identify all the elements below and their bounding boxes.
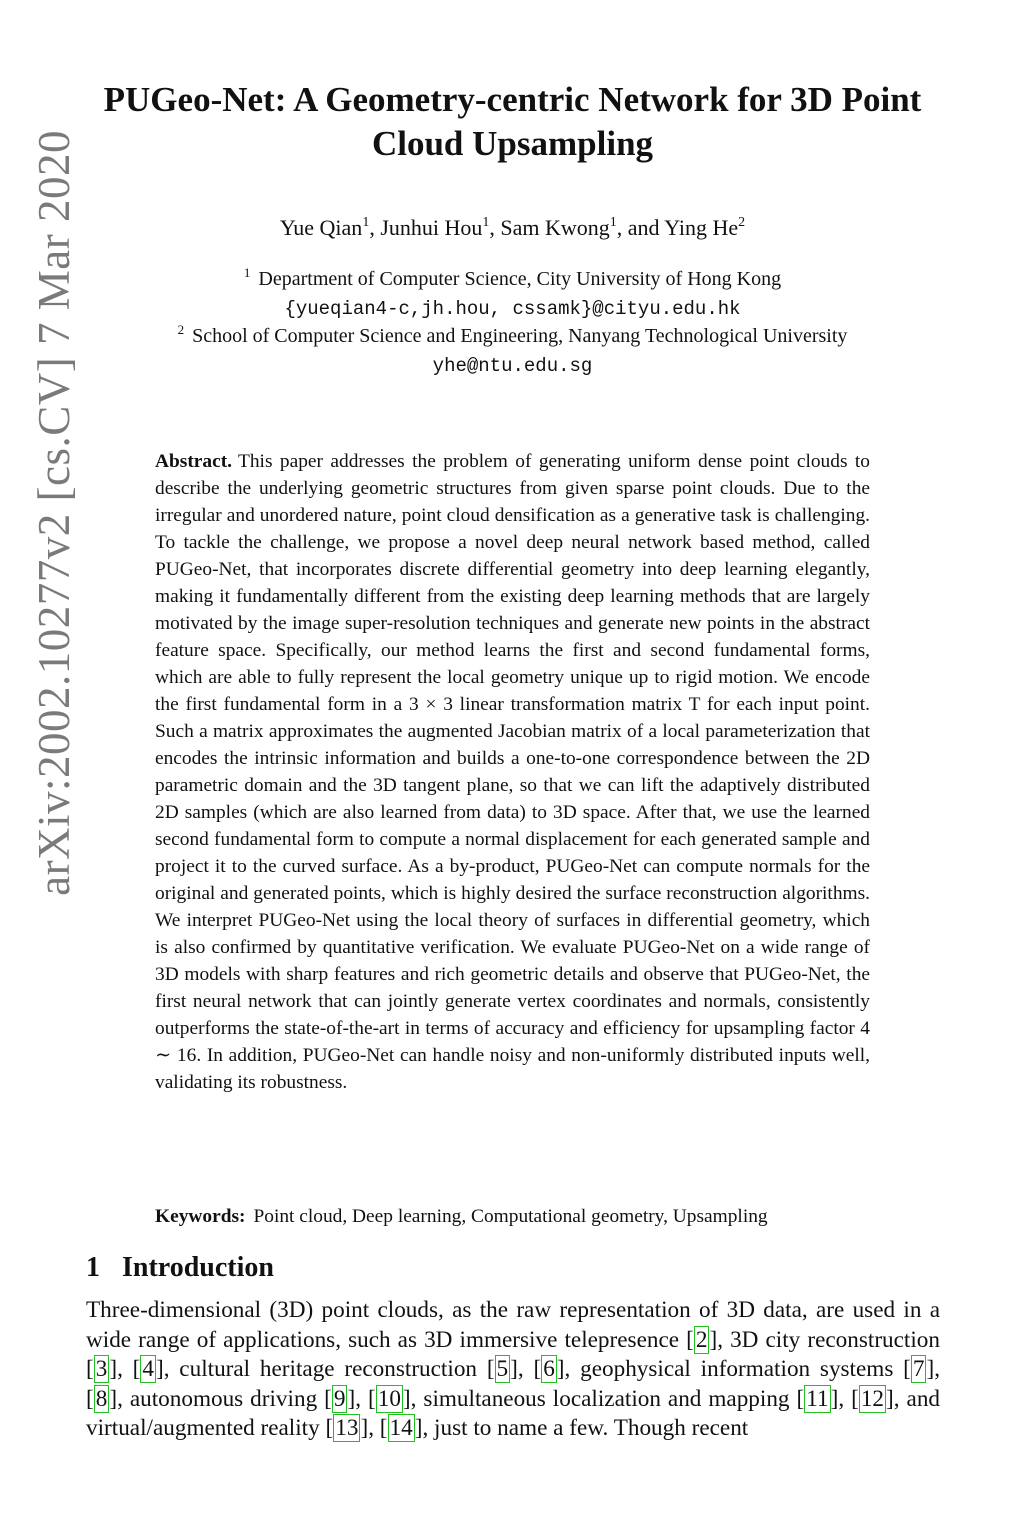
author-affiliation-mark: 1	[482, 215, 490, 230]
author-name: Junhui Hou	[380, 215, 483, 240]
author-affiliation-mark: 2	[738, 215, 746, 230]
section-number: 1	[86, 1252, 100, 1283]
keywords-text: Point cloud, Deep learning, Computational geometry, Upsampling	[253, 1206, 768, 1227]
intro-text: , 3D city reconstruction	[717, 1326, 940, 1353]
affiliation-2	[90, 322, 935, 348]
section-heading-introduction	[86, 1252, 274, 1284]
citation-link-11[interactable]: 11	[806, 1385, 829, 1412]
intro-text: ,	[838, 1385, 852, 1412]
section-title: Introduction	[122, 1252, 274, 1283]
intro-text: ,	[117, 1356, 133, 1382]
author-name: Ying He	[664, 215, 739, 240]
citation-link-14[interactable]: 14	[389, 1415, 413, 1441]
author-name: Yue Qian	[279, 215, 363, 240]
author-separator: ,	[489, 215, 501, 240]
citation-link-10[interactable]: 10	[377, 1385, 401, 1412]
keywords	[155, 1206, 870, 1228]
citation-link-13[interactable]: 13	[335, 1415, 359, 1441]
author-list	[90, 215, 935, 241]
citation-link-6[interactable]: 6	[543, 1356, 555, 1382]
intro-text: ,	[368, 1415, 380, 1441]
citation-link-9[interactable]: 9	[333, 1385, 346, 1412]
intro-text: , simultaneous localization and mapping	[410, 1385, 797, 1412]
citation-link-7[interactable]: 7	[912, 1356, 925, 1382]
intro-text: ,	[934, 1356, 941, 1382]
affiliation-1-email: {yueqian4-c,jh.hou, cssamk}@cityu.edu.hk	[284, 298, 741, 320]
affiliation-2-email: yhe@ntu.edu.sg	[432, 355, 593, 377]
author-affiliation-mark: 1	[609, 215, 617, 230]
citation-link-5[interactable]: 5	[496, 1356, 509, 1382]
affiliation-name: Department of Computer Science, City University of Hong Kong	[258, 268, 782, 290]
introduction-paragraph: Three-dimensional (3D) point clouds, as the raw representation of 3D data, are used in a wide range of applications, such as 3D immersive telepresence [2], 3D city reconstruction [3], [4], cultural heritage reconstruction [5], [6], geophysical information systems [7], [8], autonomous driving [9], [10], simultaneous localization and mapping [11], [12], and virtual/augmented reality [13], [14], just to name a few. Though recent	[86, 1297, 941, 1441]
keywords-label: Keywords:	[155, 1206, 246, 1227]
affiliation-mark: 2	[177, 322, 185, 337]
author-separator: ,	[369, 215, 381, 240]
intro-text: , just to name a few. Though recent	[422, 1415, 749, 1441]
author-separator: , and	[616, 215, 665, 240]
affiliation-mark: 1	[243, 265, 251, 280]
arxiv-identifier-text: arXiv:2002.10277v2 [cs.CV] 7 Mar 2020	[29, 129, 79, 896]
intro-text: ,	[355, 1385, 368, 1412]
arxiv-identifier	[22, 85, 86, 940]
affiliation-1	[90, 265, 935, 291]
intro-text: , and virtual/augmented reality	[86, 1385, 941, 1441]
abstract-label: Abstract.	[155, 451, 233, 472]
citation-link-3[interactable]: 3	[95, 1356, 108, 1382]
intro-text: , autonomous driving	[117, 1385, 325, 1412]
citation-link-4[interactable]: 4	[142, 1356, 154, 1382]
abstract	[155, 448, 870, 1096]
intro-text: ,	[517, 1356, 534, 1382]
abstract-text: This paper addresses the problem of generating uniform dense point clouds to describe the underlying geometric structures from given sparse point clouds. Due to the irregular and unordered nature, point cloud densification as a generative task is challenging. To tackle the challenge, we propose a novel deep neural network based method, called PUGeo-Net, that incorporates discrete differential geometry into deep learning elegantly, making it fundamentally different from the existing deep learning methods that are largely motivated by the image super-resolution techniques and generate new points in the abstract feature space. Specifically, our method learns the first and second fundamental forms, which are able to fully represent the local geometry unique up to rigid motion. We encode the first fundamental form in a 3 × 3 linear transformation matrix T for each input point. Such a matrix approximates the augmented Jacobian matrix of a local parameterization that encodes the intrinsic information and builds a one-to-one correspondence between the 2D parametric domain and the 3D tangent plane, so that we can lift the adaptively distributed 2D samples (which are also learned from data) to 3D space. After that, we use the learned second fundamental form to compute a normal displacement for each generated sample and project it to the curved surface. As a by-product, PUGeo-Net can compute normals for the original and generated points, which is highly desired the surface reconstruction algorithms. We interpret PUGeo-Net using the local theory of surfaces in differential geometry, which is also confirmed by quantitative verification. We evaluate PUGeo-Net on a wide range of 3D models with sharp features and rich geometric details and observe that PUGeo-Net, the first neural network that can jointly generate vertex coordinates and normals, consistently outperforms the state-of-the-art in terms of accuracy and efficiency for upsampling factor 4 ∼ 16. In addition, PUGeo-Net can handle noisy and non-uniformly distributed inputs well, validating its robustness.	[155, 451, 870, 1093]
author-affiliation-mark: 1	[362, 215, 370, 230]
affiliation-name: School of Computer Science and Engineering, Nanyang Technological University	[192, 325, 848, 347]
citation-link-12[interactable]: 12	[860, 1385, 885, 1412]
intro-text: , cultural heritage reconstruction	[163, 1356, 487, 1382]
intro-text: Three-dimensional (3D) point clouds, as the raw representation of 3D data, are used in a wide range of applications, such as 3D immersive telepresence	[86, 1297, 940, 1353]
author-name: Sam Kwong	[500, 215, 610, 240]
citation-link-8[interactable]: 8	[95, 1385, 108, 1412]
citation-link-2[interactable]: 2	[695, 1326, 708, 1353]
intro-text: , geophysical information systems	[564, 1356, 904, 1382]
paper-title: PUGeo-Net: A Geometry-centric Network for 3D Point Cloud Upsampling	[103, 80, 922, 163]
